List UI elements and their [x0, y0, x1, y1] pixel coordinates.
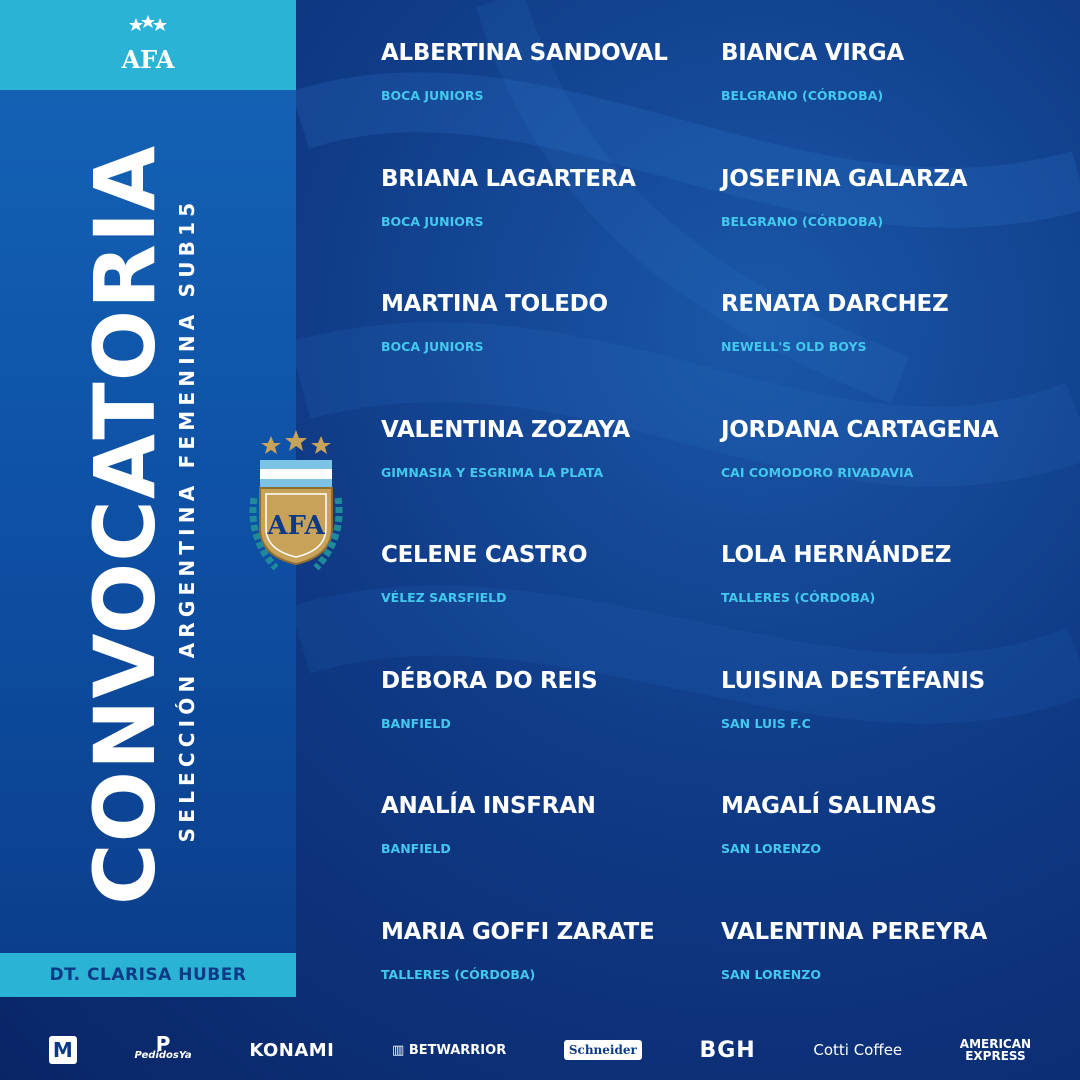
sponsor-bar [0, 1020, 1080, 1080]
pedidosya-mark: P [155, 1032, 171, 1056]
player-club: SAN LORENZO [721, 841, 821, 856]
player-club: VÉLEZ SARSFIELD [381, 590, 507, 605]
player-entry [721, 668, 1061, 758]
player-name: BRIANA LAGARTERA [381, 165, 636, 192]
player-club: TALLERES (CÓRDOBA) [721, 590, 876, 605]
player-name: ANALÍA INSFRAN [381, 793, 596, 819]
player-entry [721, 166, 1061, 256]
player-club: BOCA JUNIORS [381, 213, 484, 229]
player-name: ALBERTINA SANDOVAL [381, 40, 668, 66]
player-name: RENATA DARCHEZ [721, 291, 949, 317]
player-club: BOCA JUNIORS [381, 88, 484, 103]
player-roster [381, 40, 1061, 1000]
afa-logo-icon [113, 10, 183, 80]
player-entry [381, 291, 721, 381]
afa-logo-box [0, 0, 296, 90]
betwarrior-icon: ▥ [392, 1042, 409, 1058]
betwarrior-text: BETWARRIOR [408, 1042, 507, 1058]
player-entry [381, 919, 721, 1009]
player-club: CAI COMODORO RIVADAVIA [721, 464, 914, 480]
svg-text:AFA: AFA [267, 511, 325, 541]
player-name: JORDANA CARTAGENA [721, 416, 999, 443]
player-entry [381, 166, 721, 256]
page-subtitle: SELECCIÓN ARGENTINA FEMENINA SUB15 [175, 197, 199, 843]
player-entry [721, 793, 1061, 883]
player-name: MARTINA TOLEDO [381, 291, 608, 317]
player-club: SAN LORENZO [721, 966, 821, 982]
player-entry [381, 417, 721, 507]
player-club: BELGRANO (CÓRDOBA) [721, 213, 884, 229]
player-name: MARIA GOFFI ZARATE [381, 918, 655, 945]
player-name: LUISINA DESTÉFANIS [721, 667, 985, 694]
player-name: MAGALÍ SALINAS [721, 793, 937, 819]
cotti-coffee-logo: Cotti Coffee [813, 1041, 903, 1059]
player-entry [381, 40, 721, 130]
player-entry [721, 919, 1061, 1009]
player-entry [721, 542, 1061, 632]
player-club: SAN LUIS F.C [721, 715, 811, 731]
american-express-logo [960, 1038, 1031, 1062]
player-club: BANFIELD [381, 841, 451, 856]
player-entry [381, 542, 721, 632]
coach-label: DT. CLARISA HUBER [0, 953, 296, 997]
pedidosya-text: PedidosYa [134, 1050, 192, 1061]
player-entry [721, 291, 1061, 381]
player-club: BELGRANO (CÓRDOBA) [721, 88, 884, 103]
amex-line2: EXPRESS [965, 1049, 1026, 1063]
bgh-logo: BGH [699, 1037, 756, 1063]
player-entry [381, 793, 721, 883]
player-name: CELENE CASTRO [381, 542, 588, 568]
betwarrior-logo [392, 1043, 506, 1058]
mcdonalds-logo: M [49, 1036, 77, 1064]
player-entry [721, 417, 1061, 507]
player-name: JOSEFINA GALARZA [721, 165, 968, 192]
player-club: NEWELL'S OLD BOYS [721, 339, 867, 354]
amex-line1: AMERICAN [959, 1037, 1032, 1051]
player-name: VALENTINA ZOZAYA [381, 416, 630, 443]
player-entry [721, 40, 1061, 130]
player-name: DÉBORA DO REIS [381, 667, 598, 694]
page-title: CONVOCATORIA [76, 144, 174, 905]
afa-crest [246, 428, 346, 576]
pedidosya-logo [134, 1032, 192, 1061]
player-club: GIMNASIA Y ESGRIMA LA PLATA [381, 464, 604, 480]
player-club: TALLERES (CÓRDOBA) [381, 966, 536, 982]
player-club: BANFIELD [381, 715, 451, 731]
player-name: VALENTINA PEREYRA [721, 918, 988, 945]
schneider-logo: Schneider [564, 1040, 642, 1060]
player-club: BOCA JUNIORS [381, 339, 484, 354]
player-entry [381, 668, 721, 758]
subtitle-container [172, 145, 202, 905]
afa-logo-text: AFA [121, 45, 175, 74]
konami-logo: KONAMI [249, 1039, 335, 1061]
player-name: BIANCA VIRGA [721, 40, 904, 66]
player-name: LOLA HERNÁNDEZ [721, 542, 952, 568]
afa-crest-icon [246, 428, 346, 576]
title-container [76, 144, 174, 905]
